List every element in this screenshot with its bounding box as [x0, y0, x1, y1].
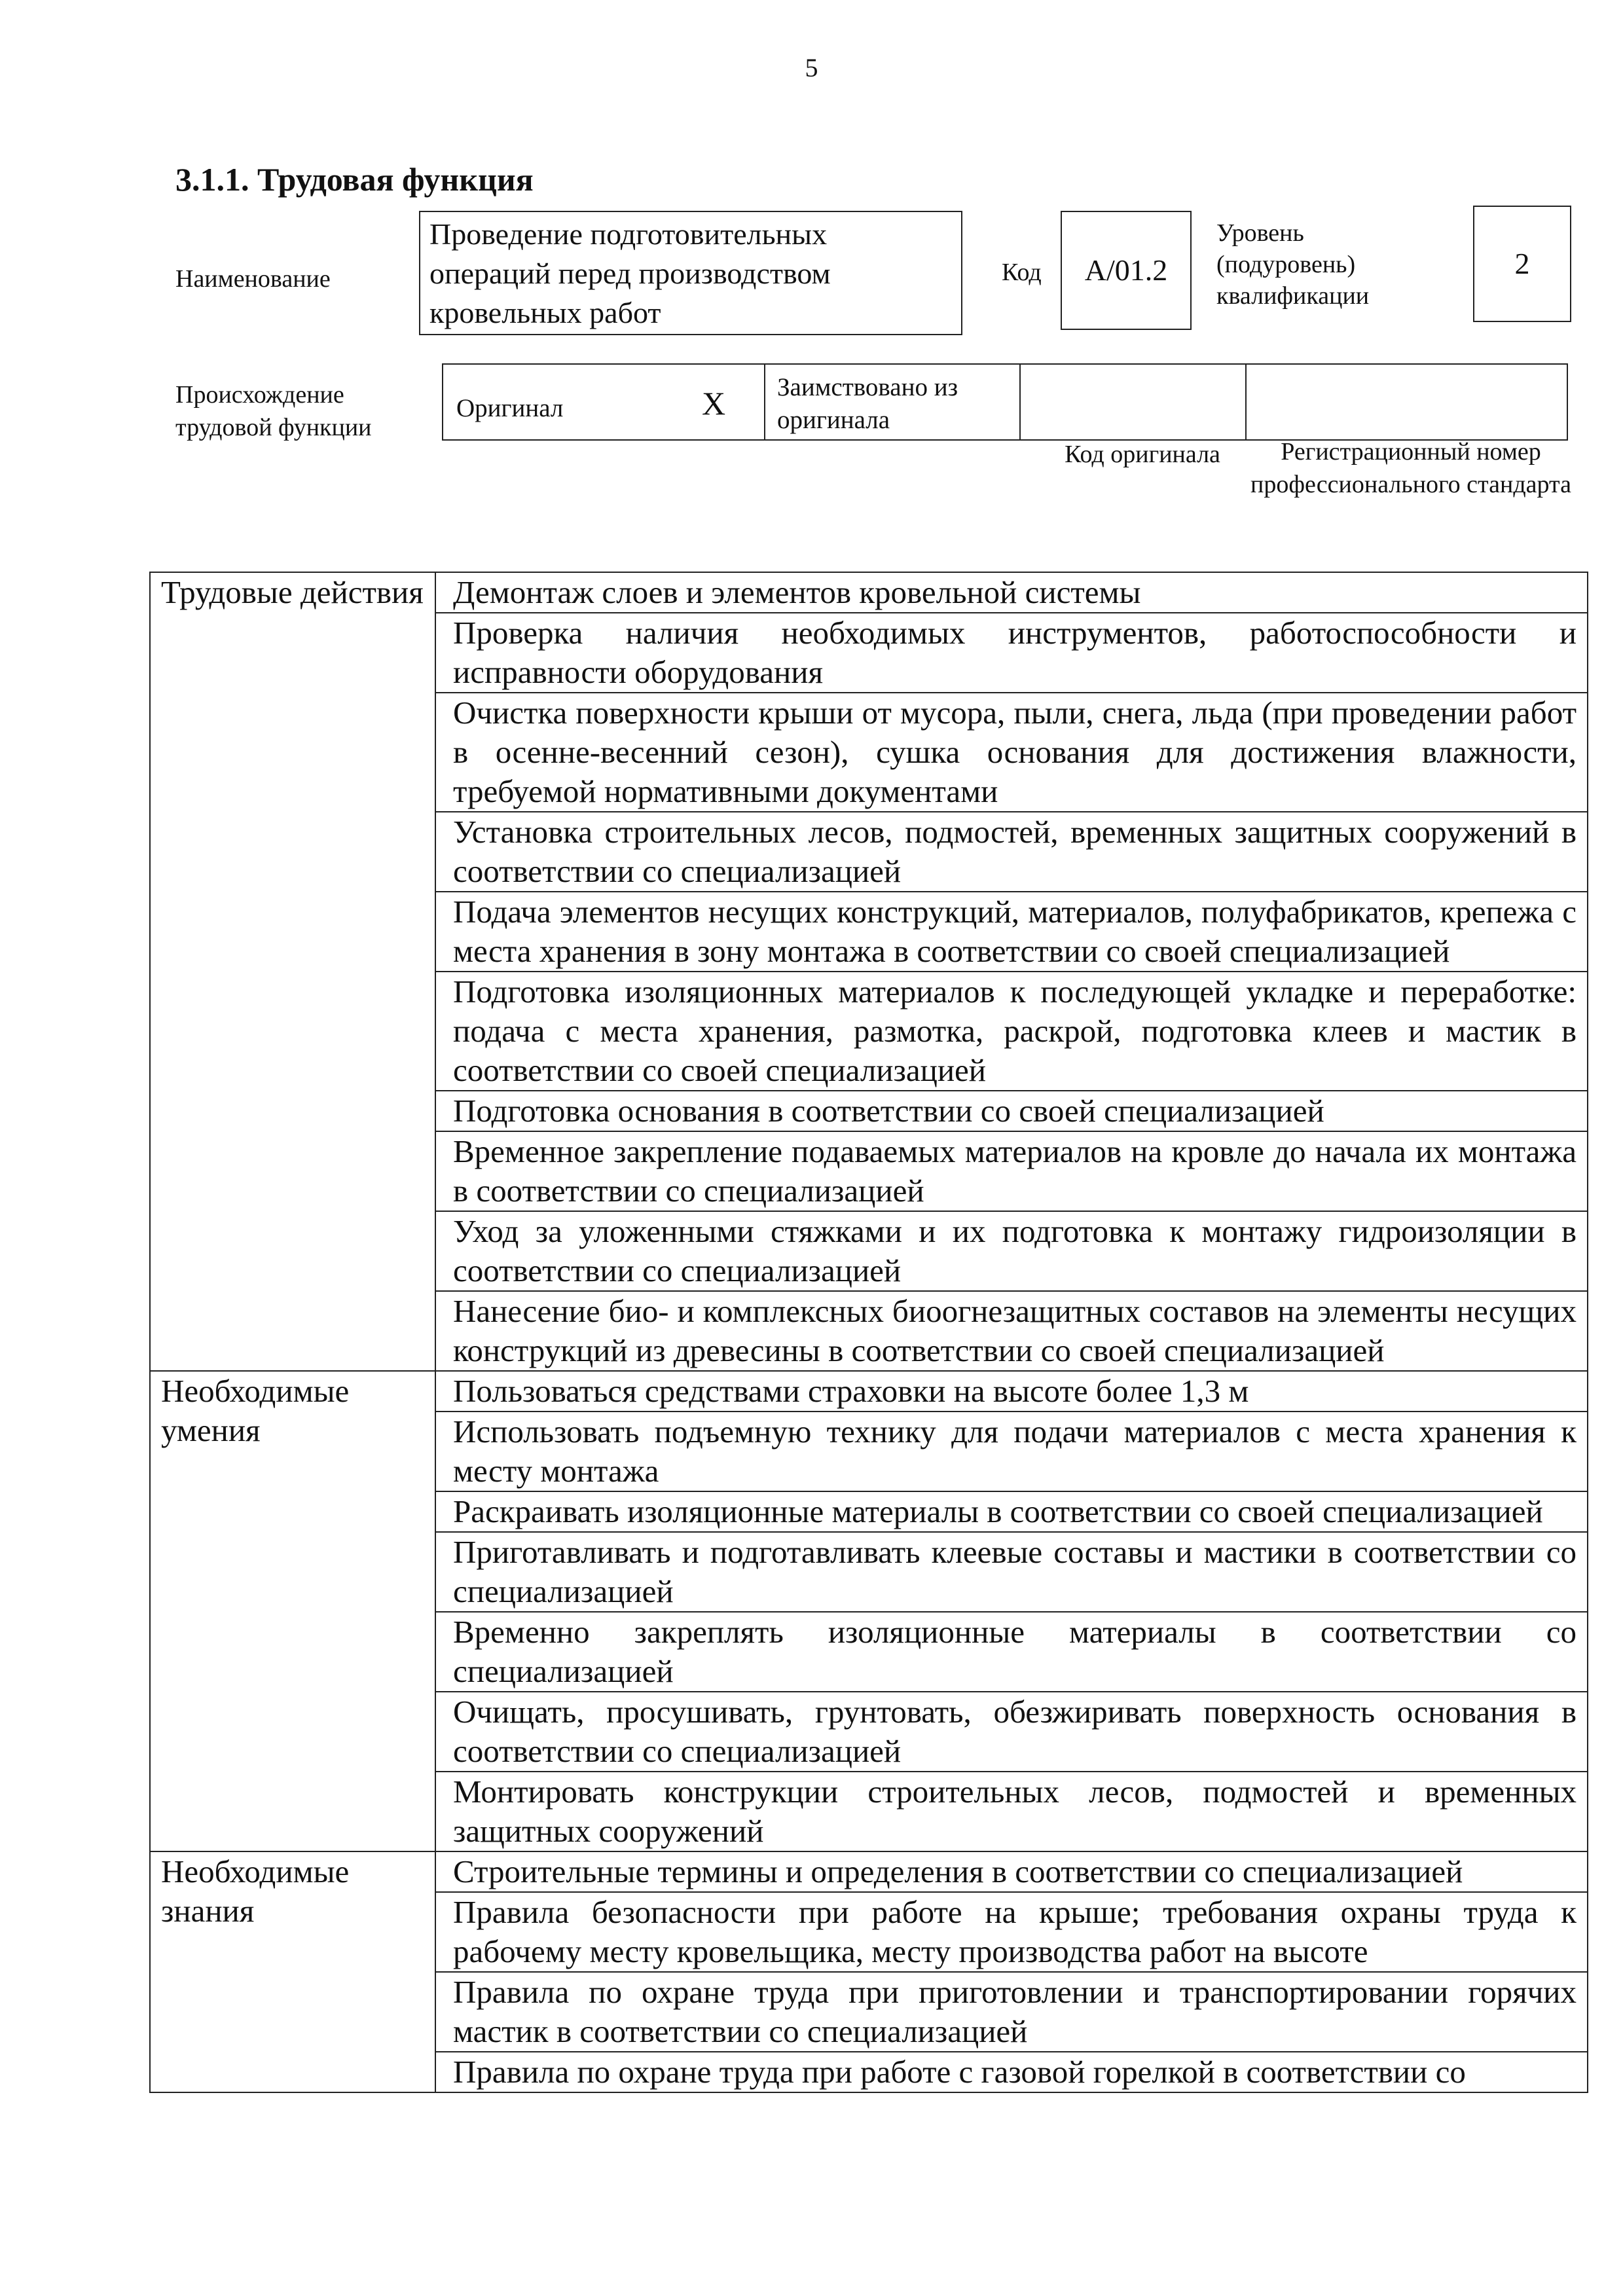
table-cell: Пользоваться средствами страховки на высоте более 1,3 м	[435, 1371, 1588, 1412]
table-cell: Раскраивать изоляционные материалы в соответствии со своей специализацией	[435, 1491, 1588, 1532]
original-mark: X	[702, 385, 726, 422]
category-cell: Трудовые действия	[150, 572, 435, 1371]
table-cell: Установка строительных лесов, подмостей, временных защитных сооружений в соответствии со специализацией	[435, 812, 1588, 892]
table-cell: Временное закрепление подаваемых материалов на кровле до начала их монтажа в соответствии со специализацией	[435, 1131, 1588, 1211]
page-number: 5	[805, 53, 818, 82]
table-cell: Уход за уложенными стяжками и их подготовка к монтажу гидроизоляции в соответствии со специализацией	[435, 1211, 1588, 1291]
table-cell: Очистка поверхности крыши от мусора, пыли, снега, льда (при проведении работ в осенне-весенний сезон), сушка основания для достижения влажности, требуемой нормативными документами	[435, 693, 1588, 812]
table-cell: Подготовка основания в соответствии со своей специализацией	[435, 1091, 1588, 1131]
origin-row	[442, 363, 1568, 441]
origin-label: Происхождение трудовой функции	[175, 381, 372, 441]
origin-divider	[1019, 365, 1021, 441]
table-cell: Строительные термины и определения в соответствии со специализацией	[435, 1851, 1588, 1892]
category-cell: Необходимые умения	[150, 1371, 435, 1851]
table-cell: Использовать подъемную технику для подачи материалов с места хранения к месту монтажа	[435, 1412, 1588, 1491]
reg-number-label: Регистрационный номер профессионального стандарта	[1250, 438, 1571, 498]
name-label: Наименование	[175, 265, 331, 293]
table-cell: Временно закреплять изоляционные материалы в соответствии со специализацией	[435, 1612, 1588, 1692]
level-label: Уровень (подуровень) квалификации	[1216, 219, 1370, 310]
level-value: 2	[1473, 206, 1571, 322]
table-cell: Правила по охране труда при работе с газовой горелкой в соответствии со	[435, 2052, 1588, 2092]
table-cell: Нанесение био- и комплексных биоогнезащитных составов на элементы несущих конструкций из древесины в соответствии со своей специализацией	[435, 1291, 1588, 1371]
borrowed-label: Заимствовано из оригинала	[777, 373, 958, 434]
original-label: Оригинал	[456, 394, 564, 422]
table-row	[150, 572, 1588, 613]
table-cell: Приготавливать и подготавливать клеевые составы и мастики в соответствии со специализацией	[435, 1532, 1588, 1612]
main-table	[149, 572, 1588, 2093]
table-row	[150, 1851, 1588, 1892]
table-cell: Очищать, просушивать, грунтовать, обезжиривать поверхность основания в соответствии со специализацией	[435, 1692, 1588, 1772]
code-original-label: Код оригинала	[1065, 441, 1220, 468]
table-cell: Подготовка изоляционных материалов к последующей укладке и переработке: подача с места хранения, размотка, раскрой, подготовка клеев и мастик в соответствии со своей специализацией	[435, 972, 1588, 1091]
origin-divider	[764, 365, 765, 441]
name-value: Проведение подготовительных операций перед производством кровельных работ	[419, 211, 962, 335]
table-cell: Демонтаж слоев и элементов кровельной системы	[435, 572, 1588, 613]
table-row	[150, 1371, 1588, 1412]
table-cell: Проверка наличия необходимых инструментов, работоспособности и исправности оборудования	[435, 613, 1588, 693]
table-cell: Монтировать конструкции строительных лесов, подмостей и временных защитных сооружений	[435, 1772, 1588, 1851]
origin-divider	[1245, 365, 1247, 441]
table-cell: Правила безопасности при работе на крыше; требования охраны труда к рабочему месту кровельщика, месту производства работ на высоте	[435, 1892, 1588, 1972]
code-label: Код	[1002, 259, 1042, 286]
code-value: A/01.2	[1061, 211, 1192, 330]
section-title: 3.1.1. Трудовая функция	[175, 161, 534, 198]
table-cell: Правила по охране труда при приготовлении и транспортировании горячих мастик в соответствии со специализацией	[435, 1972, 1588, 2052]
category-cell: Необходимые знания	[150, 1851, 435, 2092]
table-cell: Подача элементов несущих конструкций, материалов, полуфабрикатов, крепежа с места хранения в зону монтажа в соответствии со своей специализацией	[435, 892, 1588, 972]
